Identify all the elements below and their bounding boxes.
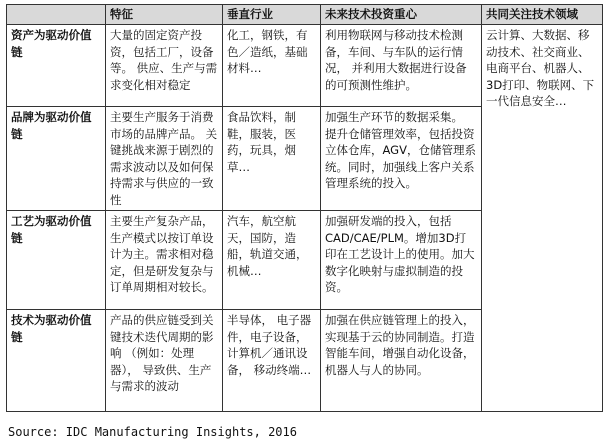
- header-feature: 特征: [106, 5, 223, 25]
- row-header-tech: 技术为驱动价值链: [7, 310, 106, 412]
- header-corner: [7, 5, 106, 25]
- header-focus: 未来技术投资重心: [321, 5, 482, 25]
- table-row: [7, 25, 603, 107]
- cell-focus: 加强研发端的投入，包括CAD/CAE/PLM。增加3D打印在工艺设计上的使用。加大数字化映射与虚拟制造的投资。: [321, 211, 482, 310]
- cell-industry: 食品饮料，制鞋，服装，医药，玩具，烟草…: [223, 107, 321, 211]
- cell-industry: 化工，钢铁，有色／造纸，基础材料…: [223, 25, 321, 107]
- header-row: [7, 5, 603, 25]
- cell-feature: 主要生产服务于消费市场的品牌产品。 关键挑战来源于剧烈的需求波动以及如何保持需求与供应的一致性: [106, 107, 223, 211]
- row-header-craft: 工艺为驱动价值链: [7, 211, 106, 310]
- cell-focus: 加强在供应链管理上的投入，实现基于云的协同制造。打造智能车间，增强自动化设备，机器人与人的协同。: [321, 310, 482, 412]
- cell-feature: 产品的供应链受到关键技术迭代周期的影响 （例如：处理器）， 导致供、生产与需求的波动: [106, 310, 223, 412]
- row-header-asset: 资产为驱动价值链: [7, 25, 106, 107]
- cell-industry: 半导体， 电子器件，电子设备，计算机／通讯设备， 移动终端…: [223, 310, 321, 412]
- cell-feature: 大量的固定资产投资，包括工厂，设备等。 供应、生产与需求变化相对稳定: [106, 25, 223, 107]
- value-chain-table: [6, 4, 603, 412]
- cell-focus: 利用物联网与移动技术检测备，车间、与车队的运行情况， 并利用大数据进行设备的可预测性维护。: [321, 25, 482, 107]
- cell-feature: 主要生产复杂产品，生产模式以按订单设计为主。需求相对稳定，但是研发复杂与订单周期相对较长。: [106, 211, 223, 310]
- cell-industry: 汽车，航空航天，国防，造船，轨道交通，机械…: [223, 211, 321, 310]
- header-shared-tech: 共同关注技术领域: [482, 5, 603, 25]
- cell-focus: 加强生产环节的数据采集。 提升仓储管理效率，包括投资立体仓库，AGV，仓储管理系统。同时，加强线上客户关系管理系统的投入。: [321, 107, 482, 211]
- source-note: Source: IDC Manufacturing Insights, 2016: [8, 425, 297, 439]
- row-header-brand: 品牌为驱动价值链: [7, 107, 106, 211]
- cell-shared-tech: 云计算、大数据、移动技术、社交商业、电商平台、机器人、3D打印、物联网、下一代信息安全…: [482, 25, 603, 412]
- header-industry: 垂直行业: [223, 5, 321, 25]
